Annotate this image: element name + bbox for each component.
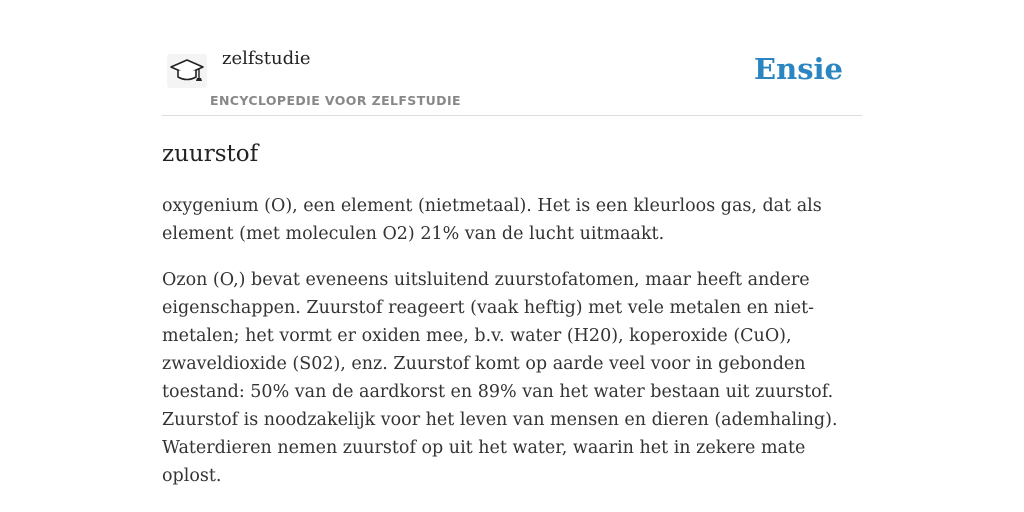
site-header	[162, 40, 862, 116]
article-paragraph: oxygenium (O), een element (nietmetaal). Het is een kleurloos gas, dat als element (met moleculen O2) 21% van de lucht uitmaakt.	[162, 196, 822, 244]
page-title: zuurstof	[162, 141, 259, 167]
article-paragraph: Ozon (O,) bevat eveneens uitsluitend zuurstofatomen, maar heeft andere eigenschappen. Zuurstof reageert (vaak heftig) met vele metalen en niet-metalen; het vormt er oxiden mee, b.v. water (H20), koperoxide (CuO), zwaveldioxide (S02), enz. Zuurstof komt op aarde veel voor in gebonden toestand: 50% van de aardkorst en 89% van het water bestaan uit zuurstof. Zuurstof is noodzakelijk voor het leven van mensen en dieren (ademhaling). Waterdieren nemen zuurstof op uit het water, waarin het in zekere mate oplost.	[162, 270, 838, 486]
graduation-cap-icon[interactable]	[167, 54, 207, 88]
site-name[interactable]: zelfstudie	[222, 48, 311, 69]
site-tagline: ENCYCLOPEDIE VOOR ZELFSTUDIE	[210, 93, 461, 108]
article-body	[162, 192, 862, 508]
ensie-brand-link[interactable]: Ensie	[754, 52, 843, 86]
